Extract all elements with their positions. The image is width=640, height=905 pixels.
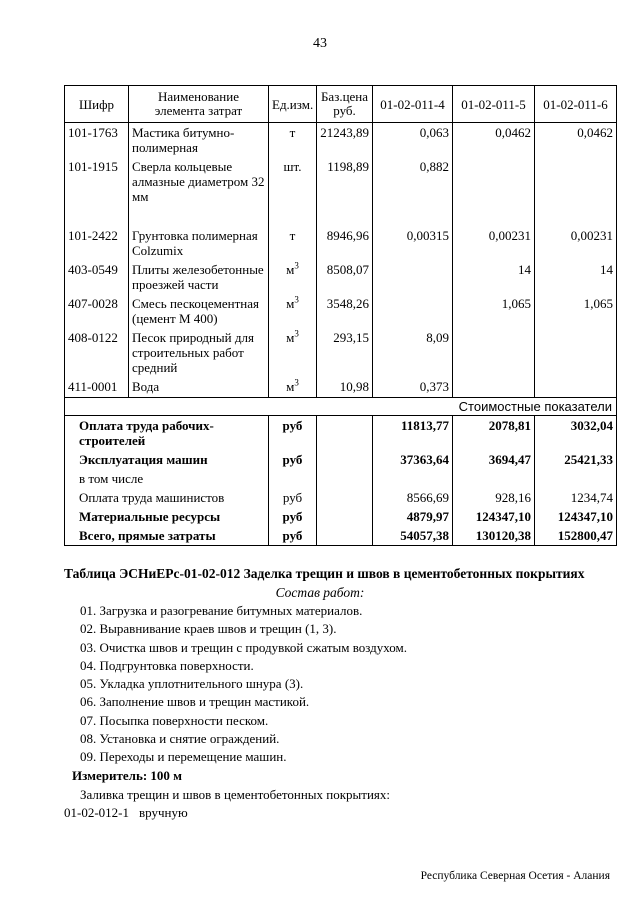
work-step: 04. Подгрунтовка поверхности.: [80, 657, 254, 673]
unit-superscript: 3: [294, 377, 299, 388]
cell-v3: [535, 123, 617, 158]
cell-name-text: Мастика битумно-полимерная: [132, 125, 235, 155]
cell-v3: [535, 294, 617, 328]
cell-price-text: 10,98: [339, 379, 369, 394]
cell-unit: [269, 123, 317, 158]
cell-v1-text: 8,09: [426, 330, 449, 345]
cell-unit: [269, 294, 317, 328]
cell-unit: [269, 377, 317, 397]
cell-v1-text: 0,063: [419, 125, 449, 140]
cell-code: [65, 377, 129, 397]
cost-empty-cell: [317, 415, 373, 450]
cell-name: [129, 294, 269, 328]
cost-unit: руб: [269, 488, 317, 507]
cell-code-text: 101-1763: [68, 125, 118, 140]
cell-price: [317, 157, 373, 226]
cell-v1: [373, 260, 453, 294]
cost-empty-cell: [317, 488, 373, 507]
cost-row: [65, 415, 617, 450]
cell-name-text: Плиты железобетонные проезжей части: [132, 262, 264, 292]
cell-name-text: Вода: [132, 379, 160, 394]
cell-unit: [269, 226, 317, 260]
cell-code: [65, 328, 129, 377]
cell-v1: [373, 123, 453, 158]
cell-name: [129, 328, 269, 377]
cost-unit: руб: [269, 415, 317, 450]
cell-price-text: 293,15: [333, 330, 369, 345]
cost-v2: 928,16: [453, 488, 535, 507]
cost-v1: 54057,38: [373, 526, 453, 546]
table-row: [65, 294, 617, 328]
cost-empty-cell: [317, 507, 373, 526]
cell-v2-text: 0,0462: [495, 125, 531, 140]
header-col-4: 01-02-011-4: [373, 86, 453, 123]
cell-code: [65, 294, 129, 328]
cell-v1-text: 0,00315: [406, 228, 449, 243]
zalivka-text: Заливка трещин и швов в цементобетонных покрытиях:: [80, 787, 390, 802]
cell-unit-text: м: [286, 262, 295, 277]
cost-name: Эксплуатация машин: [65, 450, 269, 469]
cell-unit: [269, 157, 317, 226]
cost-v1: 4879,97: [373, 507, 453, 526]
cost-unit: руб: [269, 526, 317, 546]
table-row: [65, 226, 617, 260]
cell-name: [129, 260, 269, 294]
unit-superscript: 3: [294, 328, 299, 339]
cell-name-text: Сверла кольцевые алмазные диаметром 32 мм: [132, 159, 265, 204]
cost-row: [65, 450, 617, 469]
cell-name-text: Грунтовка полимерная Colzumix: [132, 228, 258, 258]
cost-v3: 3032,04: [535, 415, 617, 450]
cell-name: [129, 157, 269, 226]
cell-v3-text: 14: [600, 262, 613, 277]
code-line: [64, 805, 640, 821]
cost-empty-cell: [317, 450, 373, 469]
cell-name: [129, 123, 269, 158]
cell-price-text: 8946,96: [326, 228, 369, 243]
cell-v3-text: 0,0462: [577, 125, 613, 140]
code-value: 01-02-012-1: [64, 805, 129, 820]
cell-price-text: 8508,07: [326, 262, 369, 277]
cost-name: в том числе: [65, 469, 269, 488]
cell-code-text: 403-0549: [68, 262, 118, 277]
work-steps: [80, 602, 640, 767]
cost-v2: [453, 469, 535, 488]
cost-v1: [373, 469, 453, 488]
cell-v2: [453, 377, 535, 397]
cell-v3: [535, 328, 617, 377]
cost-unit: руб: [269, 450, 317, 469]
cell-code-text: 101-2422: [68, 228, 118, 243]
cell-v2: [453, 226, 535, 260]
cell-unit-text: м: [286, 379, 295, 394]
cost-row: [65, 488, 617, 507]
cell-v3: [535, 260, 617, 294]
cost-v1: 37363,64: [373, 450, 453, 469]
cost-name: Оплата труда рабочих-строителей: [65, 415, 269, 450]
cost-name: Всего, прямые затраты: [65, 526, 269, 546]
cell-code-text: 407-0028: [68, 296, 118, 311]
cell-price: [317, 123, 373, 158]
cost-v1: 11813,77: [373, 415, 453, 450]
cell-v1: [373, 377, 453, 397]
cell-price: [317, 328, 373, 377]
cell-price: [317, 226, 373, 260]
cell-name: [129, 226, 269, 260]
unit-superscript: 3: [294, 260, 299, 271]
cell-code-text: 101-1915: [68, 159, 118, 174]
cell-unit: [269, 328, 317, 377]
cell-v2: [453, 157, 535, 226]
cell-v2: [453, 294, 535, 328]
work-step: 06. Заполнение швов и трещин мастикой.: [80, 694, 310, 710]
cell-code: [65, 260, 129, 294]
work-step: 03. Очистка швов и трещин с продувкой сжатым воздухом.: [80, 639, 408, 655]
cell-v1: [373, 157, 453, 226]
header-unit: Ед.изм.: [269, 86, 317, 123]
cost-name: Оплата труда машинистов: [65, 488, 269, 507]
unit-superscript: 3: [294, 294, 299, 305]
cell-code-text: 411-0001: [68, 379, 118, 394]
cost-v3: 152800,47: [535, 526, 617, 546]
cost-empty-cell: [317, 526, 373, 546]
resource-table: [64, 85, 617, 546]
footer-region: Республика Северная Осетия - Алания: [420, 870, 610, 882]
cost-v2: 124347,10: [453, 507, 535, 526]
cell-unit-text: т: [289, 125, 296, 140]
cell-unit-text: шт.: [283, 159, 302, 174]
cell-v2-text: 0,00231: [488, 228, 531, 243]
cell-v1-text: 0,373: [419, 379, 449, 394]
cost-row: [65, 469, 617, 488]
cell-code: [65, 226, 129, 260]
stoimost-label: Стоимостные показатели: [65, 397, 617, 415]
table-header-row: [65, 86, 617, 123]
cell-v3-text: 0,00231: [570, 228, 613, 243]
cell-unit-text: м: [286, 296, 295, 311]
cell-code-text: 408-0122: [68, 330, 118, 345]
cost-v3: 1234,74: [535, 488, 617, 507]
cell-price-text: 1198,89: [327, 159, 369, 174]
cell-unit: [269, 260, 317, 294]
cell-unit-text: м: [286, 330, 295, 345]
cell-price: [317, 377, 373, 397]
table-row: [65, 260, 617, 294]
table-row: [65, 377, 617, 397]
cost-v2: 3694,47: [453, 450, 535, 469]
cell-v2: [453, 260, 535, 294]
cost-name: Материальные ресурсы: [65, 507, 269, 526]
work-step: 07. Посыпка поверхности песком.: [80, 712, 269, 728]
cell-price-text: 3548,26: [326, 296, 369, 311]
table-row: [65, 328, 617, 377]
cost-row: [65, 526, 617, 546]
cell-v3: [535, 157, 617, 226]
work-step: 02. Выравнивание краев швов и трещин (1, 3).: [80, 621, 337, 637]
cell-v3: [535, 226, 617, 260]
cell-price: [317, 294, 373, 328]
cell-unit-text: т: [289, 228, 296, 243]
cell-v3: [535, 377, 617, 397]
cost-v3: [535, 469, 617, 488]
cost-v1: 8566,69: [373, 488, 453, 507]
cost-v2: 130120,38: [453, 526, 535, 546]
cell-price-text: 21243,89: [320, 125, 369, 140]
stoimost-row: [65, 397, 617, 415]
page-number: 43: [313, 36, 327, 51]
cost-v3: 25421,33: [535, 450, 617, 469]
cell-name-text: Смесь пескоцементная (цемент М 400): [132, 296, 259, 326]
cost-row: [65, 507, 617, 526]
header-col-6: 01-02-011-6: [535, 86, 617, 123]
cell-v2: [453, 328, 535, 377]
cell-name: [129, 377, 269, 397]
cell-v2-text: 14: [518, 262, 531, 277]
cell-v1: [373, 226, 453, 260]
sostav-label: Состав работ:: [275, 585, 365, 600]
work-step: 05. Укладка уплотнительного шнура (3).: [80, 676, 304, 692]
code-description: вручную: [139, 805, 188, 820]
cell-v2: [453, 123, 535, 158]
table-title: Таблица ЭСНиЕРс-01-02-012 Заделка трещин и швов в цементобетонных покрытиях: [64, 566, 585, 581]
table-row: [65, 123, 617, 158]
work-step: 09. Переходы и перемещение машин.: [80, 749, 287, 765]
cost-unit: руб: [269, 507, 317, 526]
work-step: 01. Загрузка и разогревание битумных материалов.: [80, 603, 363, 618]
header-code: Шифр: [65, 86, 129, 123]
cell-v2-text: 1,065: [501, 296, 531, 311]
table-row: [65, 157, 617, 226]
header-price: Баз.цена руб.: [317, 86, 373, 123]
header-name: Наименование элемента затрат: [129, 86, 269, 123]
cell-v1: [373, 328, 453, 377]
cell-code: [65, 157, 129, 226]
cost-v2: 2078,81: [453, 415, 535, 450]
header-col-5: 01-02-011-5: [453, 86, 535, 123]
cell-v3-text: 1,065: [583, 296, 613, 311]
izmeritel: Измеритель: 100 м: [72, 768, 183, 783]
cost-empty-cell: [317, 469, 373, 488]
cell-code: [65, 123, 129, 158]
cost-v3: 124347,10: [535, 507, 617, 526]
cell-price: [317, 260, 373, 294]
cell-v1: [373, 294, 453, 328]
cell-name-text: Песок природный для строительных работ средний: [132, 330, 254, 375]
cost-unit: [269, 469, 317, 488]
work-step: 08. Установка и снятие ограждений.: [80, 731, 280, 747]
cell-v1-text: 0,882: [419, 159, 449, 174]
